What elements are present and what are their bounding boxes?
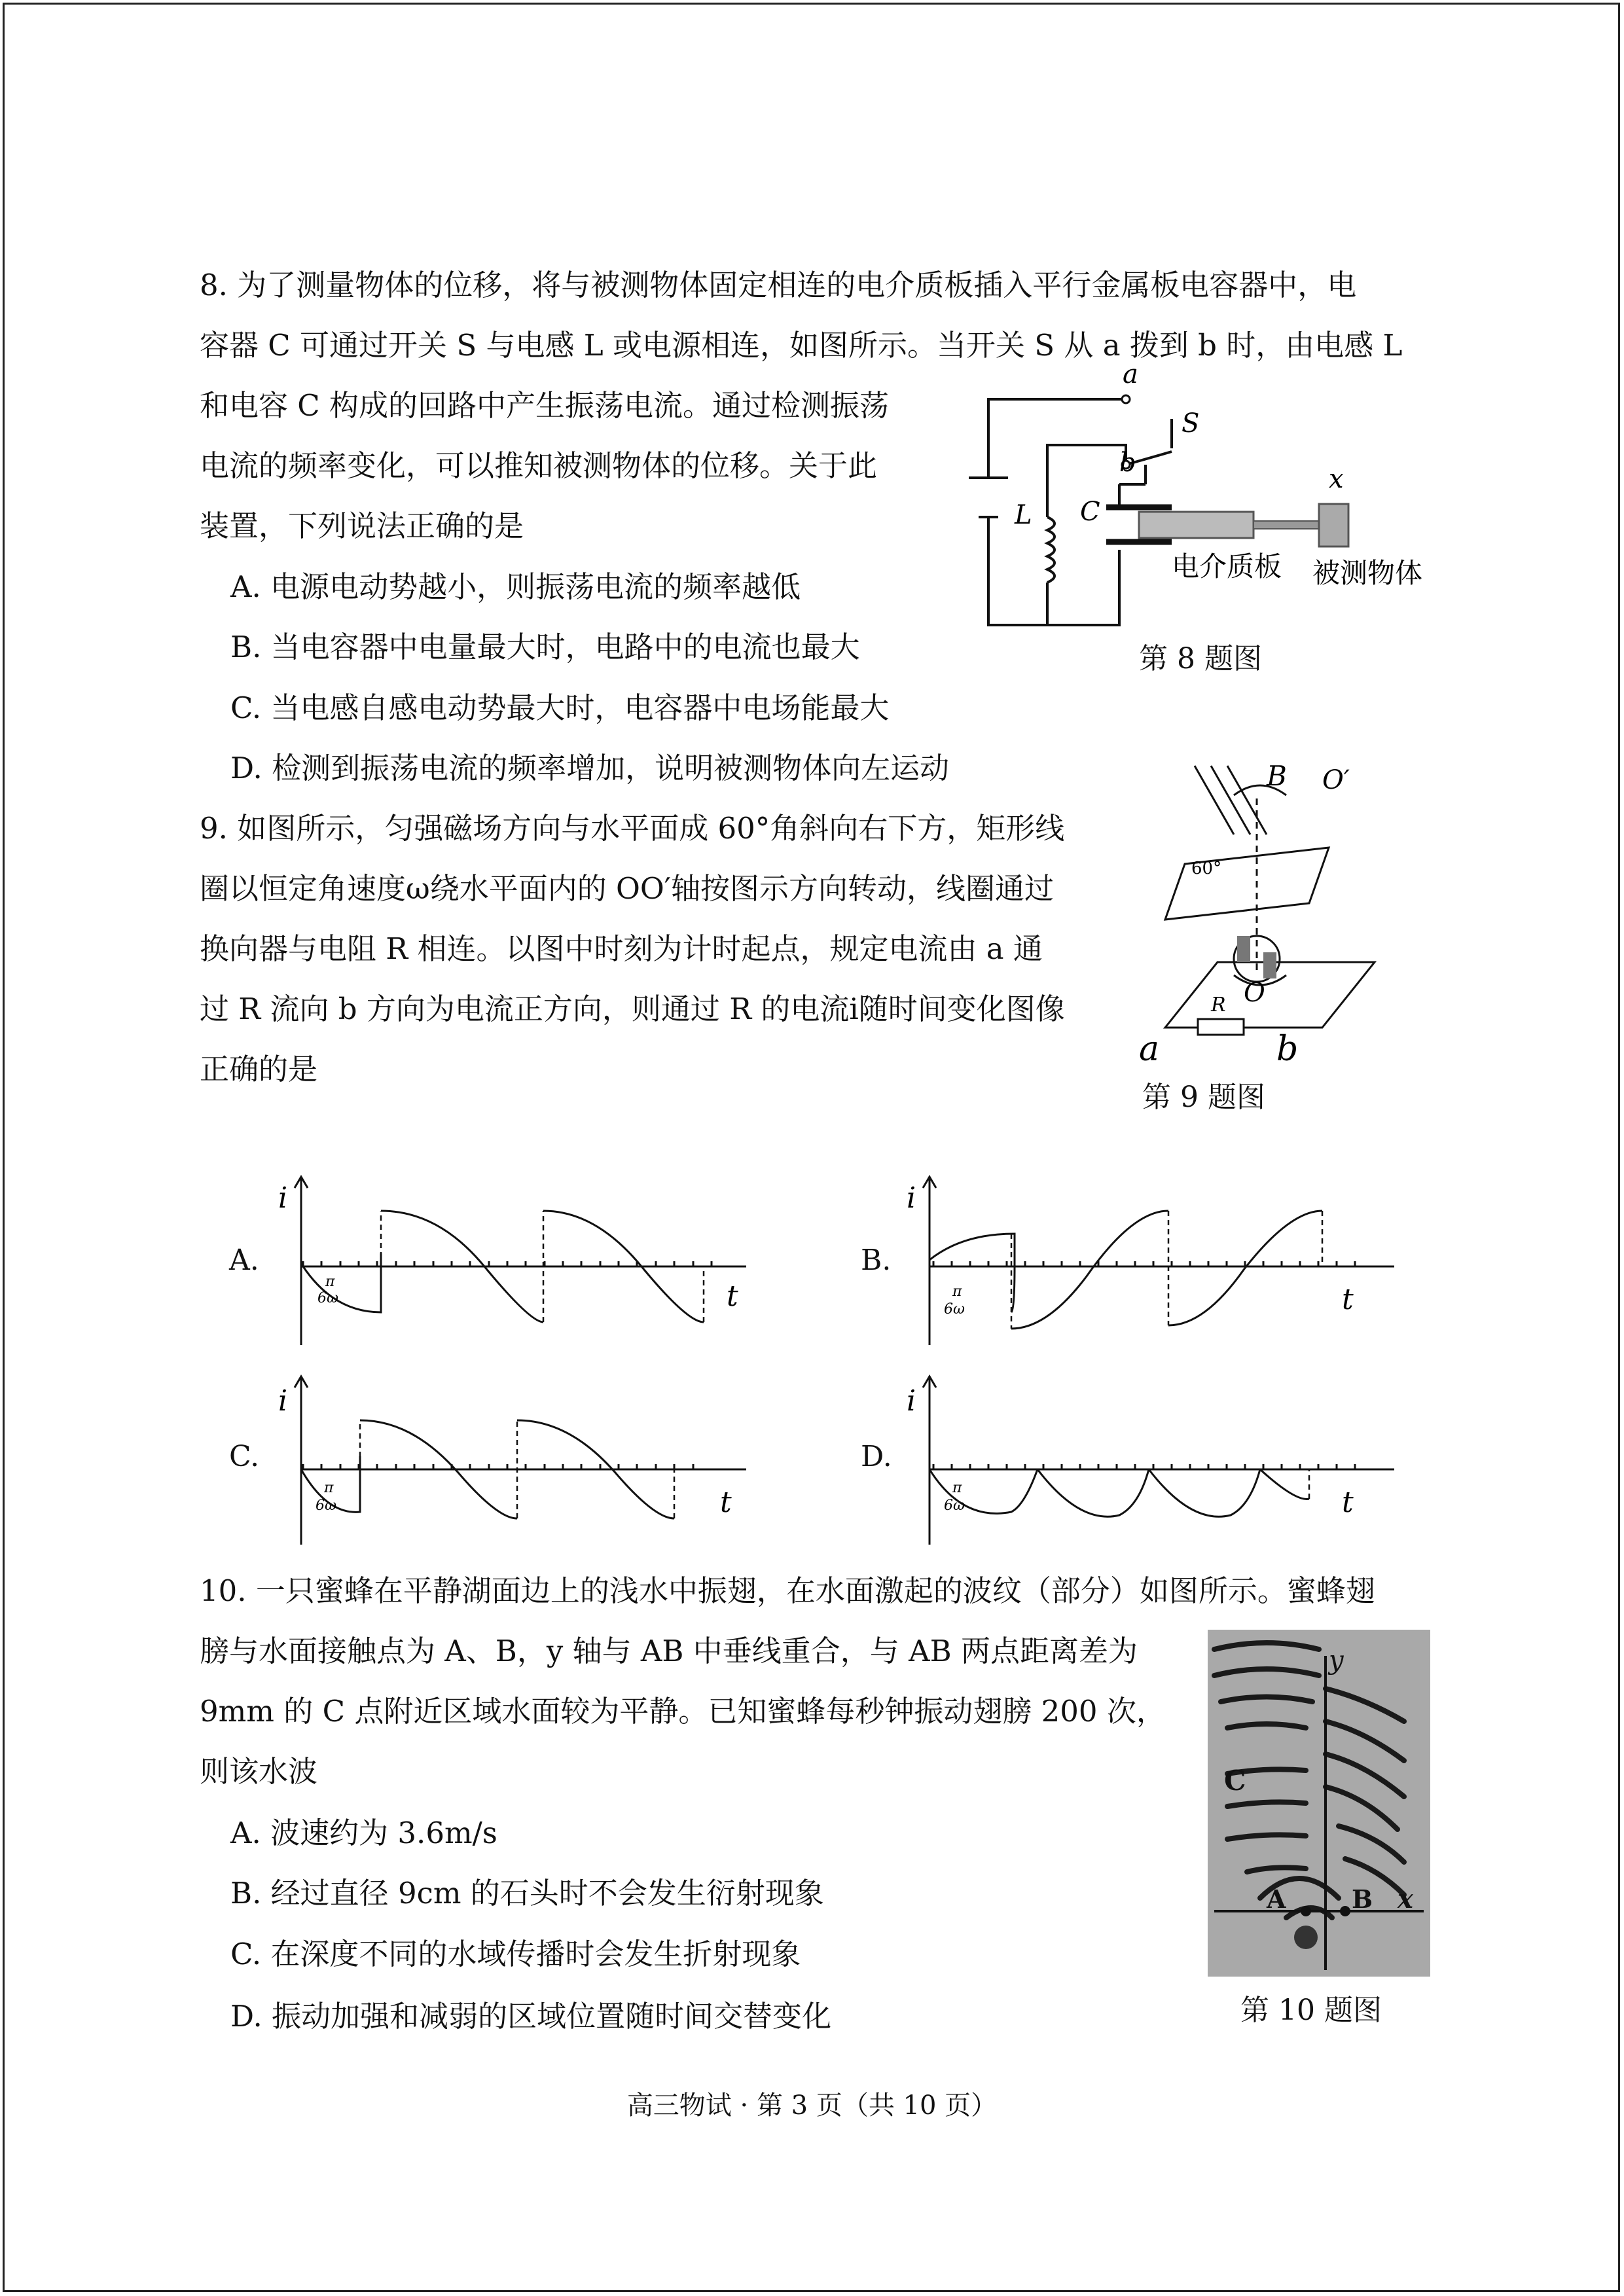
q9-graph-c-label: C. — [229, 1440, 260, 1473]
axis-i: i — [907, 1384, 916, 1418]
q10-option-d: D. 振动加强和减弱的区域位置随时间交替变化 — [230, 1999, 832, 2034]
switch-terminal-a — [1122, 395, 1130, 403]
label-object: 被测物体 — [1312, 557, 1423, 589]
q9-line-5: 正确的是 — [200, 1052, 318, 1086]
q9-coil-figure — [1126, 759, 1401, 1073]
label-l: L — [1015, 500, 1032, 530]
label-c: C — [1080, 497, 1100, 527]
label-angle: 60° — [1191, 859, 1222, 878]
q8-circuit-figure — [949, 359, 1434, 641]
resistor — [1198, 1019, 1244, 1035]
label-O: O — [1244, 978, 1265, 1008]
label-x: x — [1329, 464, 1344, 494]
tick-6w: 6ω — [944, 1498, 965, 1514]
axis-t: t — [720, 1486, 732, 1519]
q10-line-4: 则该水波 — [200, 1754, 318, 1789]
label-a: a — [1123, 359, 1138, 389]
q9-line-1: 9. 如图所示，匀强磁场方向与水平面成 60°角斜向右下方，矩形线 — [200, 811, 1065, 846]
q8-option-a: A. 电源电动势越小，则振荡电流的频率越低 — [230, 569, 801, 604]
label-b: b — [1276, 1030, 1299, 1069]
q8-option-d: D. 检测到振荡电流的频率增加，说明被测物体向左运动 — [230, 751, 950, 785]
label-a: a — [1139, 1030, 1160, 1069]
q9-graph-a — [268, 1172, 779, 1355]
q10-option-b: B. 经过直径 9cm 的石头时不会发生衍射现象 — [230, 1876, 824, 1910]
dielectric-plate — [1139, 512, 1254, 538]
q10-option-c: C. 在深度不同的水域传播时会发生折射现象 — [230, 1937, 801, 1971]
q8-line-4: 电流的频率变化，可以推知被测物体的位移。关于此 — [200, 448, 878, 483]
q8-line-5: 装置，下列说法正确的是 — [200, 509, 524, 543]
page-footer: 高三物试 · 第 3 页（共 10 页） — [626, 2090, 998, 2121]
label-A: A — [1267, 1884, 1286, 1914]
q9-line-3: 换向器与电阻 R 相连。以图中时刻为计时起点，规定电流由 a 通 — [200, 931, 1043, 966]
q9-graph-a-label: A. — [229, 1244, 259, 1277]
tick-6w: 6ω — [316, 1498, 336, 1514]
q8-figure-caption: 第 8 题图 — [1139, 642, 1262, 675]
q9-graph-d-label: D. — [861, 1440, 892, 1473]
q9-figure-caption: 第 9 题图 — [1142, 1081, 1265, 1114]
q10-line-2: 膀与水面接触点为 A、B，y 轴与 AB 中垂线重合，与 AB 两点距离差为 — [200, 1634, 1138, 1668]
q9-graph-c — [268, 1371, 779, 1554]
label-x: x — [1398, 1884, 1413, 1914]
axis-t: t — [727, 1280, 738, 1313]
q10-wave-photo — [1208, 1630, 1430, 1977]
tick-pi: π — [324, 1480, 334, 1496]
label-s: S — [1182, 408, 1200, 439]
tick-pi: π — [952, 1480, 962, 1496]
q8-line-2: 容器 C 可通过开关 S 与电感 L 或电源相连，如图所示。当开关 S 从 a 拨到 b 时，由电感 L — [200, 328, 1403, 363]
label-b: b — [1119, 448, 1136, 478]
q8-option-c: C. 当电感自感电动势最大时，电容器中电场能最大 — [230, 691, 890, 725]
label-y: y — [1329, 1645, 1344, 1676]
label-B: B — [1267, 760, 1287, 792]
q9-graph-d — [897, 1371, 1407, 1554]
label-dielectric: 电介质板 — [1172, 550, 1282, 583]
tick-6w: 6ω — [944, 1301, 965, 1318]
label-R: R — [1211, 994, 1226, 1016]
q10-line-3: 9mm 的 C 点附近区域水面较为平静。已知蜜蜂每秒钟振动翅膀 200 次， — [200, 1694, 1166, 1729]
label-O-prime: O′ — [1322, 765, 1350, 795]
q10-line-1: 10. 一只蜜蜂在平静湖面边上的浅水中振翅，在水面激起的波纹（部分）如图所示。蜜蜂翅 — [200, 1573, 1375, 1608]
measured-object — [1319, 504, 1348, 547]
axis-i: i — [278, 1384, 288, 1418]
axis-t: t — [1342, 1486, 1354, 1519]
q8-option-b: B. 当电容器中电量最大时，电路中的电流也最大 — [230, 630, 860, 664]
tick-pi: π — [325, 1274, 335, 1290]
tick-6w: 6ω — [317, 1290, 338, 1306]
label-C: C — [1224, 1765, 1246, 1797]
axis-i: i — [278, 1181, 288, 1215]
q9-graph-b-label: B. — [861, 1244, 892, 1277]
q10-option-a: A. 波速约为 3.6m/s — [230, 1816, 497, 1850]
q8-line-3: 和电容 C 构成的回路中产生振荡电流。通过检测振荡 — [200, 388, 890, 423]
q10-figure-caption: 第 10 题图 — [1240, 1994, 1382, 2027]
q9-line-4: 过 R 流向 b 方向为电流正方向，则通过 R 的电流i随时间变化图像 — [200, 992, 1065, 1026]
q9-line-2: 圈以恒定角速度ω绕水平面内的 OO′轴按图示方向转动，线圈通过 — [200, 871, 1055, 906]
tick-pi: π — [952, 1283, 962, 1300]
q8-line-1: 8. 为了测量物体的位移，将与被测物体固定相连的电介质板插入平行金属板电容器中，电 — [200, 268, 1357, 302]
axis-i: i — [907, 1181, 916, 1215]
label-B: B — [1352, 1884, 1373, 1914]
axis-t: t — [1342, 1283, 1354, 1316]
q9-graph-b — [897, 1172, 1407, 1355]
